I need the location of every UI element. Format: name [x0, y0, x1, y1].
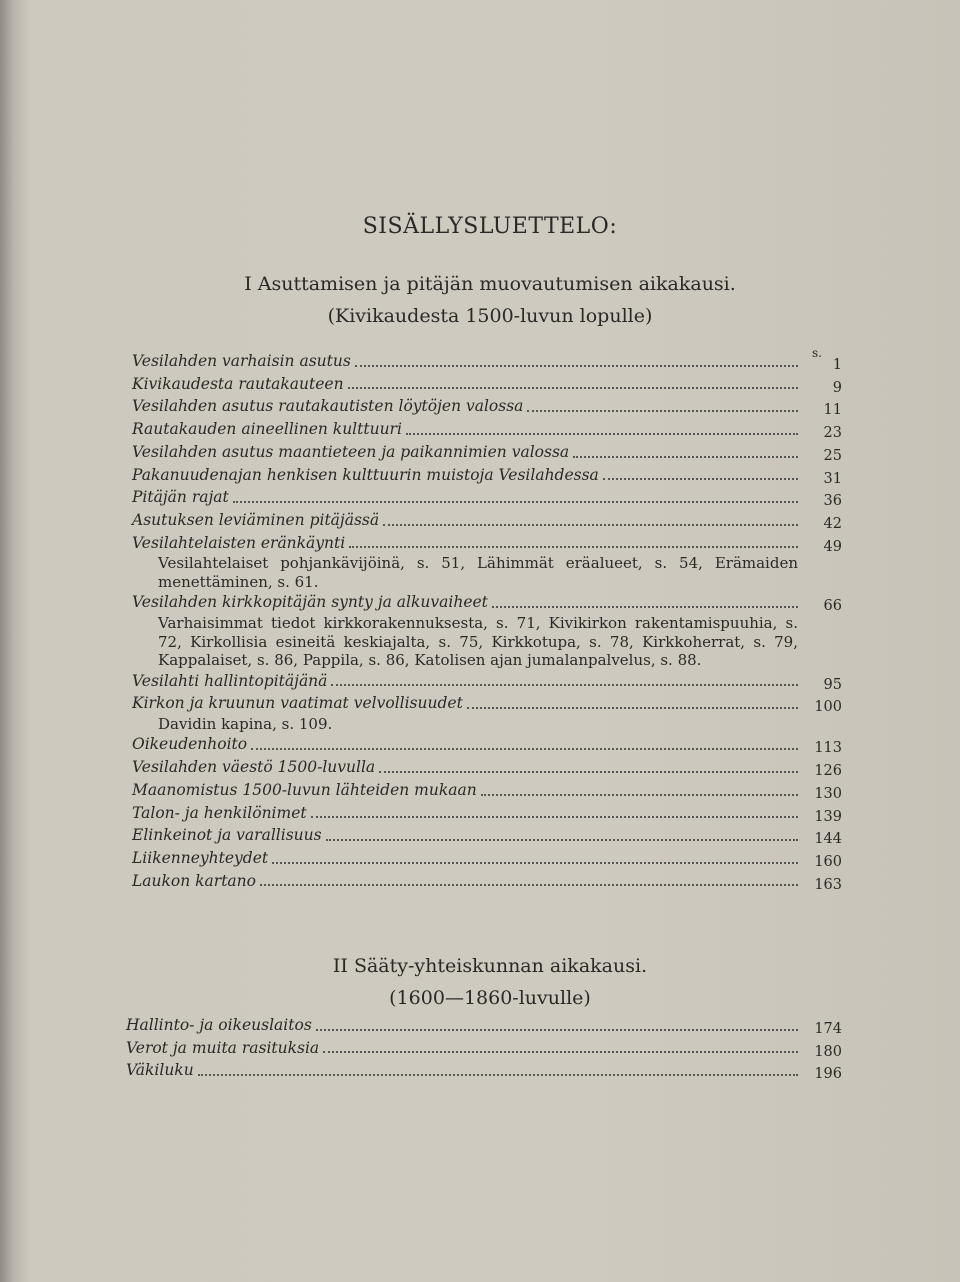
toc-entry [132, 441, 842, 464]
entry-subsections: Davidin kapina, s. 109. [158, 714, 333, 733]
entry-subsections: Varhaisimmat tiedot kirkkorakennuksesta, s. 71, Kivikirkon rakentamispuuhia, s. 72, Kirkollisia esineitä keskiajalta, s. 75, Kirkkotupa, s. 78, Kirkkoherrat, s. 79, Kappalaiset, s. 86, Pappila, s. 86, Katolisen ajan jumalanpalvelus, s. 88. [158, 614, 798, 670]
entry-page: 160 [814, 853, 842, 870]
part1-toc [132, 350, 842, 892]
page-title: SISÄLLYSLUETTELO: [362, 214, 618, 239]
part1-heading: I Asuttamisen ja pitäjän muovautumisen aikakausi. [244, 273, 736, 295]
entry-page: 49 [823, 538, 842, 555]
dot-leader [355, 365, 798, 367]
entry-title: Rautakauden aineellinen kulttuuri [132, 420, 402, 439]
toc-entry [132, 733, 842, 756]
entry-page: 42 [823, 515, 842, 532]
entry-title: Kivikaudesta rautakauteen [132, 374, 344, 393]
entry-page: 163 [814, 876, 842, 893]
toc-entry [132, 779, 842, 802]
entry-title: Vesilahden varhaisin asutus [132, 352, 351, 370]
page-column-label: s. [812, 346, 822, 360]
dot-leader [603, 478, 798, 480]
dot-leader [326, 839, 798, 841]
dot-leader [406, 433, 798, 435]
toc-entry [126, 1059, 842, 1082]
entry-page: 144 [814, 831, 842, 848]
toc-entry [126, 1037, 842, 1060]
entry-page: 66 [823, 598, 842, 615]
entry-title: Vesilahti hallintopitäjänä [132, 671, 328, 690]
dot-leader [311, 816, 798, 818]
entry-title: Väkiluku [126, 1061, 194, 1080]
entry-page: 196 [814, 1066, 842, 1083]
toc-entry [132, 870, 842, 893]
dot-leader [272, 862, 798, 864]
entry-title: Elinkeinot ja varallisuus [132, 826, 322, 845]
part2-toc [126, 1014, 842, 1082]
dot-leader [349, 546, 798, 548]
part1-subheading: (Kivikaudesta 1500-luvun lopulle) [327, 305, 653, 327]
toc-entry [132, 692, 842, 715]
entry-page: 130 [814, 785, 842, 802]
entry-page: 1 [832, 357, 842, 373]
entry-title: Laukon kartano [132, 871, 256, 890]
entry-page: 31 [823, 470, 842, 487]
entry-title: Vesilahden väestö 1500-luvulla [132, 758, 376, 777]
dot-leader [492, 606, 798, 608]
dot-leader [573, 456, 798, 458]
entry-page: 174 [814, 1021, 842, 1037]
toc-entry [126, 1014, 842, 1037]
dot-leader [379, 771, 798, 773]
entry-title: Pakanuudenajan henkisen kulttuurin muistoja Vesilahdessa [132, 465, 599, 484]
entry-page: 11 [823, 402, 842, 419]
toc-entry [132, 847, 842, 870]
entry-title: Kirkon ja kruunun vaatimat velvollisuudet [132, 694, 463, 713]
entry-title: Pitäjän rajat [132, 488, 229, 507]
entry-page: 180 [814, 1043, 842, 1060]
toc-entry [132, 373, 842, 396]
part2-subheading: (1600—1860-luvulle) [389, 987, 591, 1009]
entry-title: Vesilahden kirkkopitäjän synty ja alkuvaiheet [132, 593, 488, 612]
entry-title: Talon- ja henkilönimet [132, 803, 307, 822]
entry-page: 126 [814, 763, 842, 780]
dot-leader [198, 1074, 798, 1076]
entry-page: 113 [814, 740, 842, 757]
toc-entry [132, 532, 842, 555]
entry-title: Asutuksen leviäminen pitäjässä [132, 510, 380, 529]
entry-title: Verot ja muita rasituksia [126, 1038, 320, 1057]
entry-title: Liikenneyhteydet [132, 848, 269, 867]
toc-entry [132, 418, 842, 441]
dot-leader [323, 1051, 798, 1053]
dot-leader [331, 684, 798, 686]
toc-entry [132, 486, 842, 509]
entry-page: 36 [823, 493, 842, 510]
entry-page: 25 [823, 447, 842, 464]
entry-title: Vesilahden asutus maantieteen ja paikannimien valossa [132, 442, 570, 461]
entry-title: Vesilahtelaisten eränkäynti [132, 533, 346, 552]
toc-entry [132, 670, 842, 693]
dot-leader [481, 794, 798, 796]
dot-leader [251, 748, 798, 750]
dot-leader [316, 1029, 798, 1031]
entry-page: 139 [814, 808, 842, 825]
toc-entry [132, 350, 842, 373]
toc-entry [132, 509, 842, 532]
entry-page: 23 [823, 425, 842, 442]
part2-heading: II Sääty-yhteiskunnan aikakausi. [332, 955, 648, 977]
dot-leader [527, 410, 798, 412]
entry-page: 95 [823, 676, 842, 693]
toc-entry [132, 591, 842, 614]
dot-leader [348, 387, 798, 389]
entry-subsections: Vesilahtelaiset pohjankävijöinä, s. 51, Lähimmät eräalueet, s. 54, Erämaiden menettäminen, s. 61. [158, 554, 798, 591]
dot-leader [383, 524, 798, 526]
toc-entry [132, 395, 842, 418]
dot-leader [260, 884, 798, 886]
toc-entry [132, 464, 842, 487]
entry-title: Vesilahden asutus rautakautisten löytöjen valossa [132, 397, 524, 416]
entry-page: 100 [814, 699, 842, 716]
toc-entry [132, 756, 842, 779]
toc-entry [132, 802, 842, 825]
dot-leader [467, 707, 798, 709]
entry-title: Hallinto- ja oikeuslaitos [126, 1016, 312, 1034]
entry-title: Oikeudenhoito [132, 735, 248, 754]
toc-entry [132, 824, 842, 847]
entry-title: Maanomistus 1500-luvun lähteiden mukaan [132, 780, 477, 799]
entry-page: 9 [832, 379, 842, 396]
dot-leader [233, 501, 798, 503]
